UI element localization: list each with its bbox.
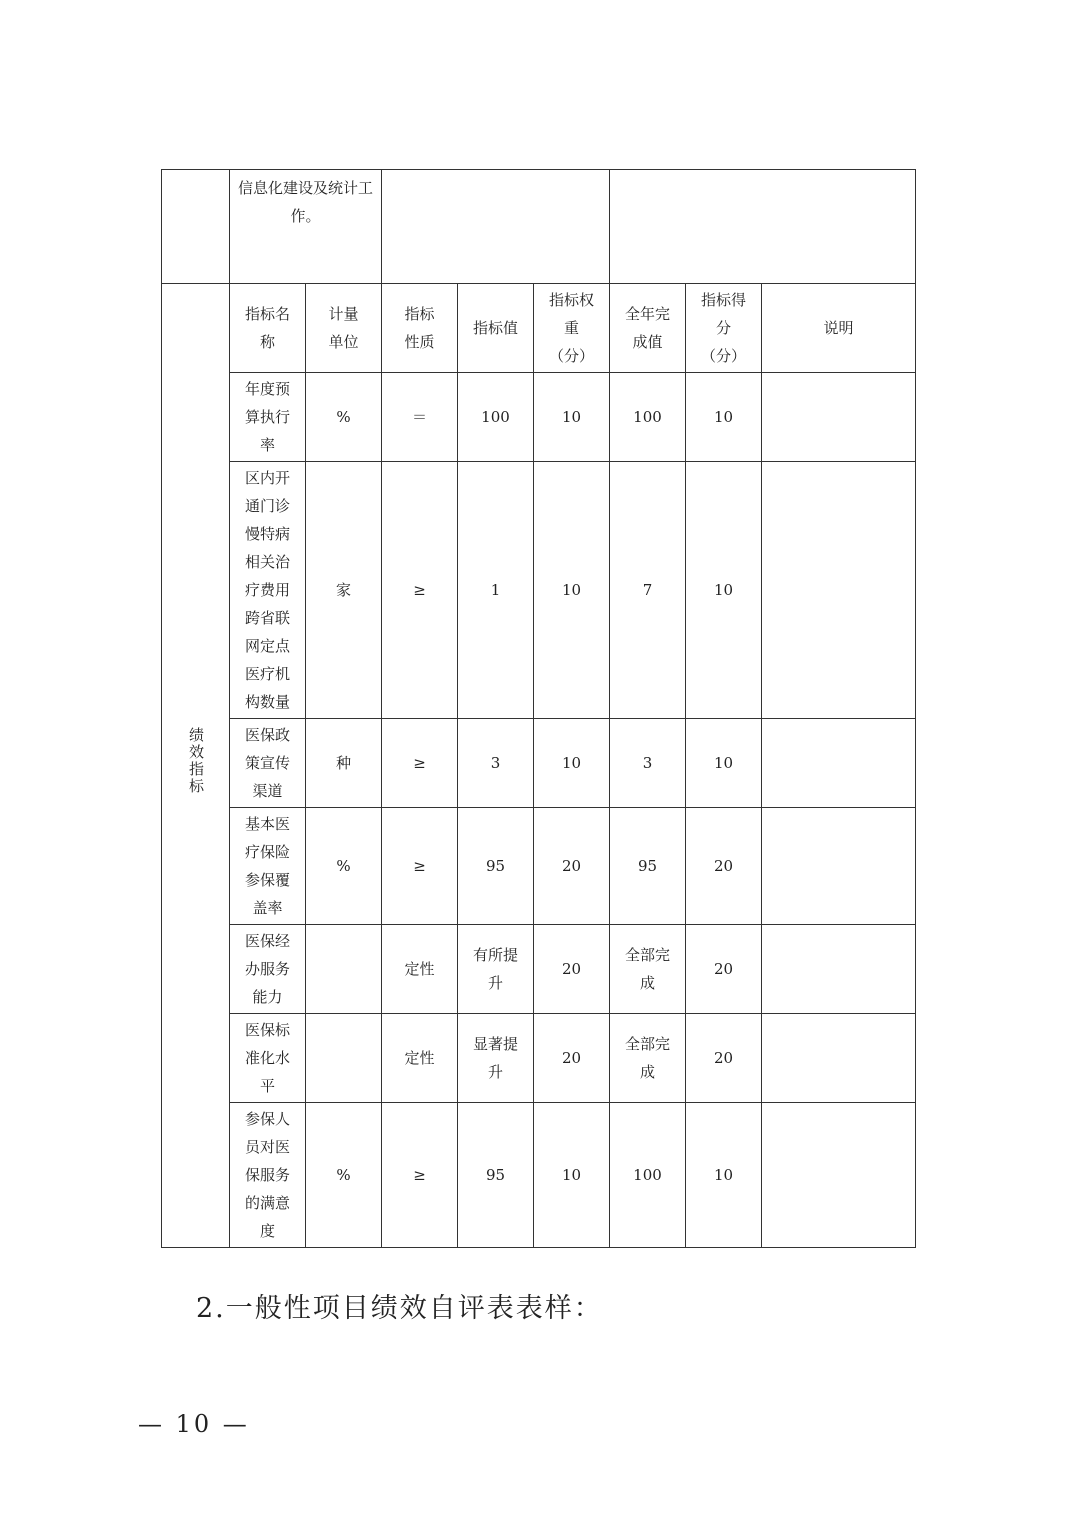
section-heading: 2.一般性项目绩效自评表表样： (196, 1293, 603, 1324)
row-score: 20 (686, 808, 762, 925)
header-completed: 全年完成值 (610, 284, 686, 373)
row-weight: 20 (534, 925, 610, 1014)
row-unit: % (306, 1103, 382, 1248)
table-row (162, 373, 916, 462)
row-note (762, 719, 916, 808)
top-row-text: 信息化建设及统计工作。 (237, 179, 373, 225)
header-name: 指标名称 (230, 284, 306, 373)
header-unit: 计量单位 (306, 284, 382, 373)
row-note (762, 1014, 916, 1103)
row-nature: ≥ (382, 808, 458, 925)
row-nature: 定性 (382, 1014, 458, 1103)
row-nature: ≥ (382, 1103, 458, 1248)
top-row-middle-cell (382, 170, 610, 284)
row-name: 基本医疗保险参保覆盖率 (230, 808, 306, 925)
row-value: 95 (458, 808, 534, 925)
row-nature: 定性 (382, 925, 458, 1014)
row-note (762, 373, 916, 462)
row-weight: 10 (534, 719, 610, 808)
row-weight: 20 (534, 808, 610, 925)
row-value: 95 (458, 1103, 534, 1248)
row-unit (306, 925, 382, 1014)
row-note (762, 808, 916, 925)
row-note (762, 1103, 916, 1248)
row-name: 医保标准化水平 (230, 1014, 306, 1103)
row-completed: 7 (610, 462, 686, 719)
row-unit (306, 1014, 382, 1103)
top-row (162, 170, 916, 284)
row-completed: 100 (610, 373, 686, 462)
row-name: 医保政策宣传渠道 (230, 719, 306, 808)
header-nature: 指标性质 (382, 284, 458, 373)
header-value: 指标值 (458, 284, 534, 373)
row-weight: 20 (534, 1014, 610, 1103)
row-weight: 10 (534, 1103, 610, 1248)
row-nature: ≥ (382, 719, 458, 808)
row-value: 3 (458, 719, 534, 808)
row-unit: 种 (306, 719, 382, 808)
section-label: 绩效指标 (187, 727, 205, 795)
section-label-cell (162, 284, 230, 1248)
top-row-right-cell (610, 170, 916, 284)
row-note (762, 462, 916, 719)
row-value: 显著提升 (458, 1014, 534, 1103)
header-note: 说明 (762, 284, 916, 373)
row-completed: 全部完成 (610, 925, 686, 1014)
row-score: 10 (686, 1103, 762, 1248)
row-completed: 全部完成 (610, 1014, 686, 1103)
table-row (162, 925, 916, 1014)
table-row (162, 808, 916, 925)
row-completed: 3 (610, 719, 686, 808)
row-weight: 10 (534, 373, 610, 462)
header-row (162, 284, 916, 373)
row-value: 有所提升 (458, 925, 534, 1014)
row-value: 1 (458, 462, 534, 719)
performance-indicator-table (161, 169, 916, 1248)
row-score: 20 (686, 925, 762, 1014)
row-nature: ＝ (382, 373, 458, 462)
table-row (162, 1103, 916, 1248)
table-row (162, 462, 916, 719)
row-value: 100 (458, 373, 534, 462)
row-unit: % (306, 808, 382, 925)
row-note (762, 925, 916, 1014)
page-number: — 10 — (138, 1410, 250, 1438)
row-name: 区内开通门诊慢特病相关治疗费用跨省联网定点医疗机构数量 (230, 462, 306, 719)
row-weight: 10 (534, 462, 610, 719)
row-name: 医保经办服务能力 (230, 925, 306, 1014)
header-weight: 指标权重（分） (534, 284, 610, 373)
row-name: 参保人员对医保服务的满意度 (230, 1103, 306, 1248)
row-unit: 家 (306, 462, 382, 719)
row-score: 10 (686, 373, 762, 462)
row-completed: 95 (610, 808, 686, 925)
row-score: 10 (686, 462, 762, 719)
row-score: 20 (686, 1014, 762, 1103)
row-score: 10 (686, 719, 762, 808)
top-row-text-cell (230, 170, 382, 284)
header-score: 指标得分（分） (686, 284, 762, 373)
row-completed: 100 (610, 1103, 686, 1248)
table-row (162, 719, 916, 808)
top-row-label-cell (162, 170, 230, 284)
row-nature: ≥ (382, 462, 458, 719)
row-unit: % (306, 373, 382, 462)
row-name: 年度预算执行率 (230, 373, 306, 462)
table-row (162, 1014, 916, 1103)
